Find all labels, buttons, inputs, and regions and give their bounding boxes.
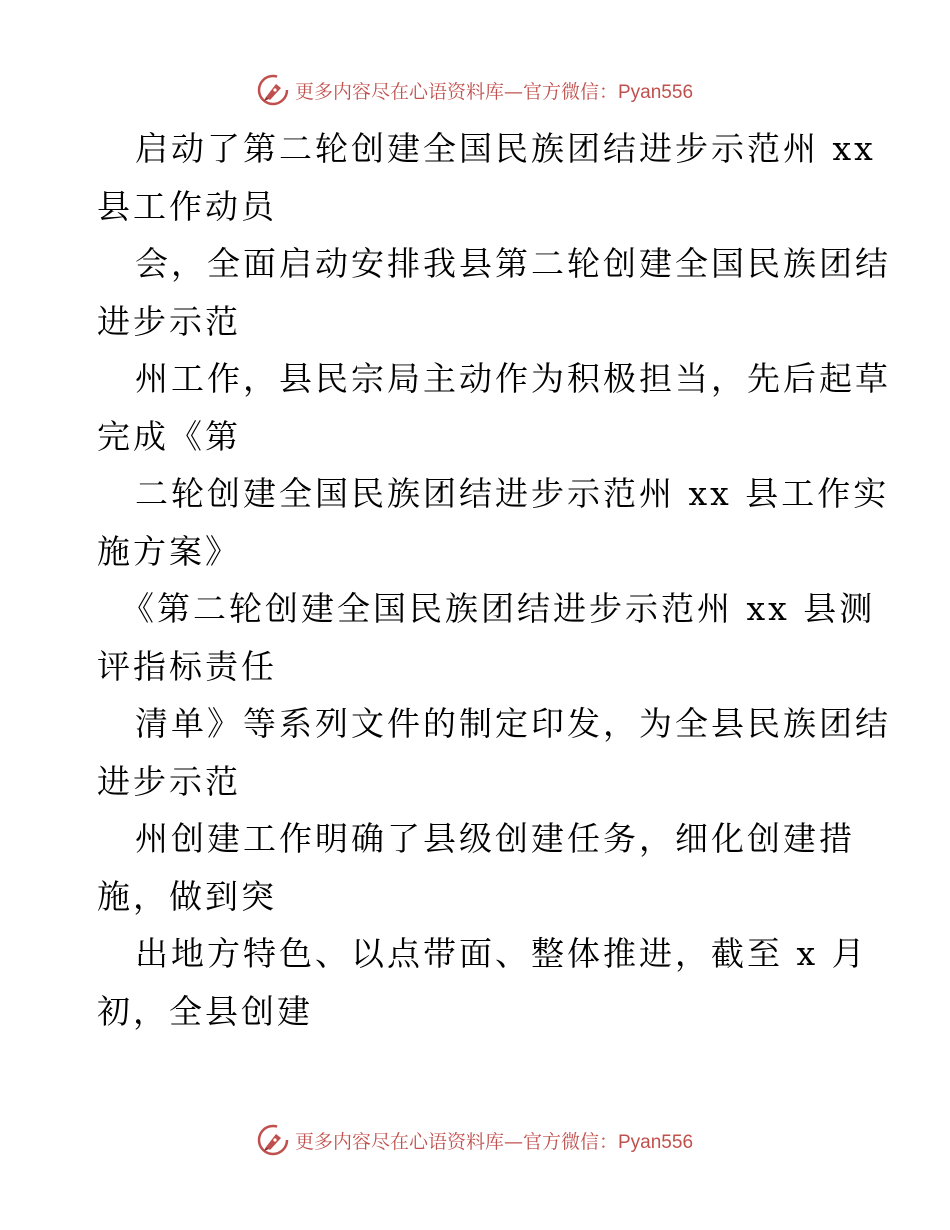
text-line: 完成《第 bbox=[97, 416, 241, 456]
watermark-text bbox=[295, 1127, 693, 1154]
text-line: 施方案》 bbox=[97, 531, 241, 571]
pen-nib-logo-icon bbox=[257, 1124, 289, 1156]
text-line: 县工作动员 bbox=[97, 186, 277, 226]
text-line: 清单》等系列文件的制定印发，为全县民族团结 bbox=[135, 704, 891, 743]
watermark-site-text: 更多内容尽在心语资料库 bbox=[294, 1130, 504, 1153]
watermark-text bbox=[295, 77, 693, 104]
watermark-separator: — bbox=[503, 1130, 523, 1153]
footer-watermark bbox=[0, 1120, 950, 1160]
watermark-wechat-label: 官方微信： bbox=[522, 1130, 618, 1153]
document-body bbox=[97, 120, 891, 1040]
text-line: 二轮创建全国民族团结进步示范州 xx 县工作实 bbox=[135, 474, 890, 513]
text-line: 会，全面启动安排我县第二轮创建全国民族团结 bbox=[135, 244, 891, 283]
text-line: 初，全县创建 bbox=[97, 991, 313, 1031]
text-line: 启动了第二轮创建全国民族团结进步示范州 xx bbox=[135, 129, 876, 168]
text-line: 《第二轮创建全国民族团结进步示范州 xx 县测 bbox=[121, 589, 876, 628]
watermark-wechat-id: Pyan556 bbox=[618, 1131, 694, 1153]
watermark-wechat-id: Pyan556 bbox=[618, 81, 694, 103]
text-line: 施，做到突 bbox=[97, 876, 277, 916]
text-line: 州创建工作明确了县级创建任务，细化创建措 bbox=[135, 819, 855, 858]
pen-nib-logo-icon bbox=[257, 74, 289, 106]
text-line: 州工作，县民宗局主动作为积极担当，先后起草 bbox=[135, 359, 891, 398]
text-line: 进步示范 bbox=[97, 761, 241, 801]
header-watermark bbox=[0, 70, 950, 110]
text-line: 出地方特色、以点带面、整体推进，截至 x 月 bbox=[135, 934, 868, 973]
text-line: 评指标责任 bbox=[97, 646, 277, 686]
watermark-separator: — bbox=[503, 80, 523, 103]
text-line: 进步示范 bbox=[97, 301, 241, 341]
watermark-wechat-label: 官方微信： bbox=[522, 80, 618, 103]
watermark-site-text: 更多内容尽在心语资料库 bbox=[294, 80, 504, 103]
